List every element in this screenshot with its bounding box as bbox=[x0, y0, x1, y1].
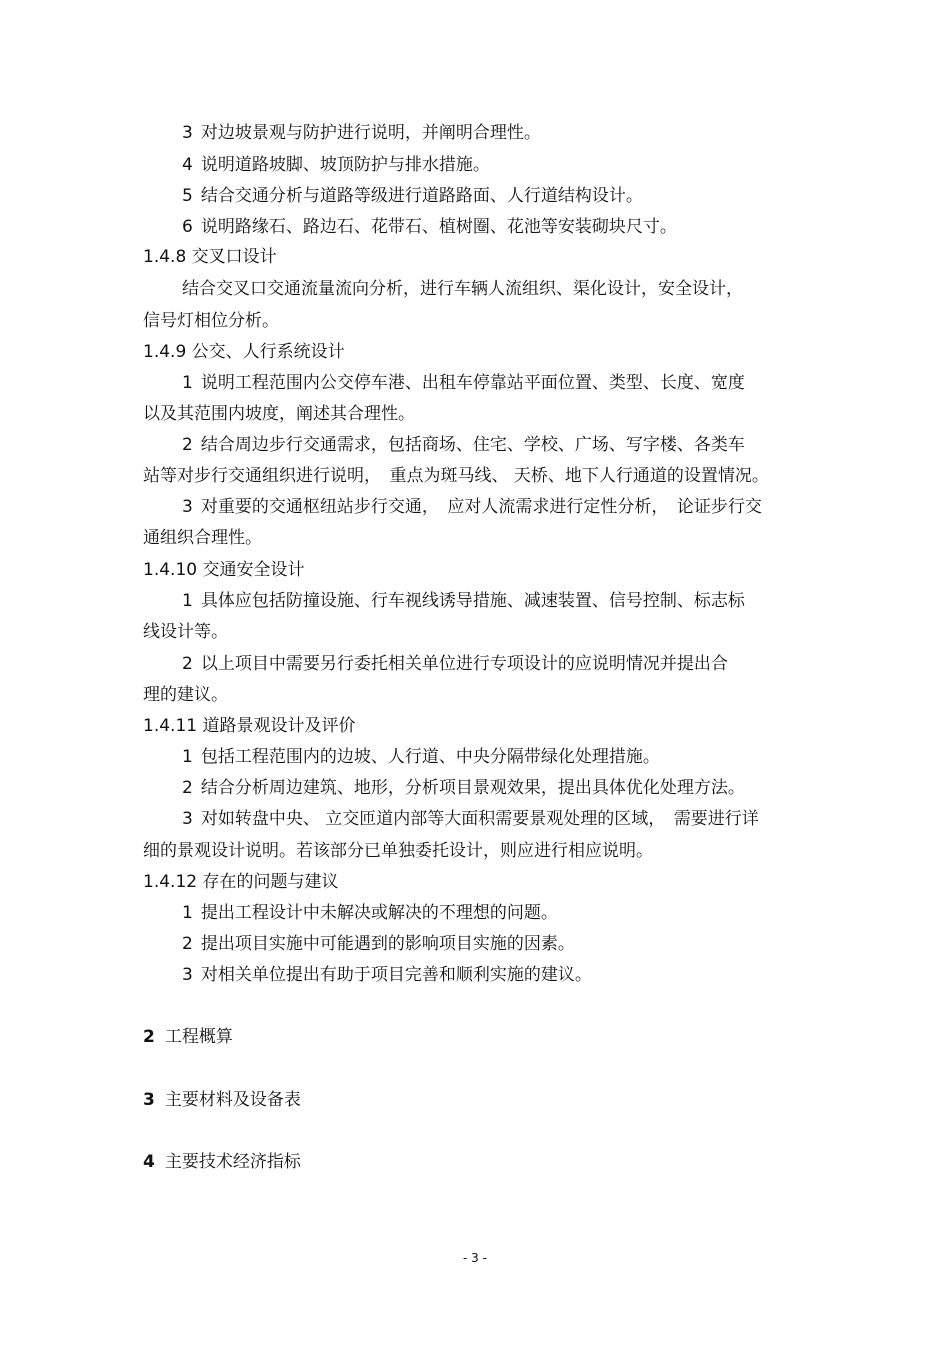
item-text: 提出项目实施中可能遇到的影响项目实施的因素。 bbox=[200, 934, 575, 954]
list-item bbox=[182, 154, 490, 176]
item-number: 1 bbox=[182, 747, 193, 767]
item-number: 2 bbox=[182, 435, 193, 455]
paragraph-line bbox=[182, 590, 745, 612]
paragraph-line bbox=[182, 496, 762, 518]
paragraph-line: 细的景观设计说明。若该部分已单独委托设计，则应进行相应说明。 bbox=[143, 841, 653, 861]
item-text: 结合分析周边建筑、地形，分析项目景观效果，提出具体优化处理方法。 bbox=[200, 778, 745, 798]
item-text: 对重要的交通枢纽站步行交通， 应对人流需求进行定性分析， 论证步行交 bbox=[200, 497, 762, 517]
paragraph-line bbox=[182, 808, 759, 830]
item-number: 2 bbox=[182, 778, 193, 798]
item-text: 说明工程范围内公交停车港、出租车停靠站平面位置、类型、长度、宽度 bbox=[200, 373, 745, 393]
paragraph-line: 信号灯相位分析。 bbox=[143, 311, 279, 331]
item-text: 具体应包括防撞设施、行车视线诱导措施、减速装置、信号控制、标志标 bbox=[200, 591, 745, 611]
chapter-heading bbox=[143, 1026, 233, 1048]
item-number: 5 bbox=[182, 186, 193, 206]
chapter-number: 2 bbox=[143, 1027, 155, 1047]
paragraph-line: 线设计等。 bbox=[143, 622, 228, 642]
paragraph-line: 理的建议。 bbox=[143, 685, 228, 705]
item-text: 结合交通分析与道路等级进行道路路面、人行道结构设计。 bbox=[200, 186, 643, 206]
paragraph-line: 结合交叉口交通流量流向分析，进行车辆人流组织、渠化设计，安全设计， bbox=[182, 279, 743, 299]
chapter-heading bbox=[143, 1151, 301, 1173]
item-text: 结合周边步行交通需求，包括商场、住宅、学校、广场、写字楼、各类车 bbox=[200, 435, 745, 455]
paragraph-line bbox=[182, 434, 745, 456]
paragraph-line bbox=[182, 777, 745, 799]
paragraph-line bbox=[182, 933, 575, 955]
paragraph-line: 通组织合理性。 bbox=[143, 528, 262, 548]
paragraph-line bbox=[182, 902, 558, 924]
paragraph-line bbox=[182, 653, 728, 675]
item-text: 对如转盘中央、 立交匝道内部等大面积需要景观处理的区域， 需要进行详 bbox=[200, 809, 759, 829]
item-number: 1 bbox=[182, 373, 193, 393]
item-number: 6 bbox=[182, 217, 193, 237]
chapter-title: 工程概算 bbox=[164, 1027, 233, 1047]
section-heading-1-4-11: 1.4.11 道路景观设计及评价 bbox=[143, 716, 356, 736]
section-heading-1-4-10: 1.4.10 交通安全设计 bbox=[143, 560, 305, 580]
paragraph-line bbox=[182, 964, 592, 986]
item-number: 3 bbox=[182, 497, 193, 517]
section-heading-1-4-12: 1.4.12 存在的问题与建议 bbox=[143, 872, 339, 892]
paragraph-line: 站等对步行交通组织进行说明， 重点为斑马线、 天桥、地下人行通道的设置情况。 bbox=[143, 466, 769, 486]
list-item bbox=[182, 185, 643, 207]
chapter-heading bbox=[143, 1089, 301, 1111]
section-heading-1-4-8: 1.4.8 交叉口设计 bbox=[143, 247, 277, 267]
paragraph-line: 以及其范围内坡度，阐述其合理性。 bbox=[143, 404, 415, 424]
item-text: 说明路缘石、路边石、花带石、植树圈、花池等安装砌块尺寸。 bbox=[200, 217, 677, 237]
list-item bbox=[182, 216, 677, 238]
item-text: 说明道路坡脚、坡顶防护与排水措施。 bbox=[200, 155, 490, 175]
chapter-number: 3 bbox=[143, 1090, 155, 1110]
item-number: 3 bbox=[182, 965, 193, 985]
item-number: 1 bbox=[182, 591, 193, 611]
item-number: 2 bbox=[182, 934, 193, 954]
chapter-title: 主要技术经济指标 bbox=[164, 1152, 301, 1172]
paragraph-line bbox=[182, 746, 660, 768]
chapter-number: 4 bbox=[143, 1152, 155, 1172]
item-number: 3 bbox=[182, 809, 193, 829]
chapter-title: 主要材料及设备表 bbox=[164, 1090, 301, 1110]
item-text: 包括工程范围内的边坡、人行道、中央分隔带绿化处理措施。 bbox=[200, 747, 660, 767]
item-number: 2 bbox=[182, 654, 193, 674]
item-number: 4 bbox=[182, 155, 193, 175]
list-item bbox=[182, 122, 541, 144]
item-text: 提出工程设计中未解决或解决的不理想的问题。 bbox=[200, 903, 558, 923]
item-text: 对边坡景观与防护进行说明，并阐明合理性。 bbox=[200, 123, 541, 143]
item-text: 以上项目中需要另行委托相关单位进行专项设计的应说明情况并提出合 bbox=[200, 654, 728, 674]
item-number: 1 bbox=[182, 903, 193, 923]
section-heading-1-4-9: 1.4.9 公交、人行系统设计 bbox=[143, 342, 345, 362]
item-number: 3 bbox=[182, 123, 193, 143]
item-text: 对相关单位提出有助于项目完善和顺利实施的建议。 bbox=[200, 965, 592, 985]
page-number: - 3 - bbox=[463, 1251, 487, 1265]
paragraph-line bbox=[182, 372, 745, 394]
